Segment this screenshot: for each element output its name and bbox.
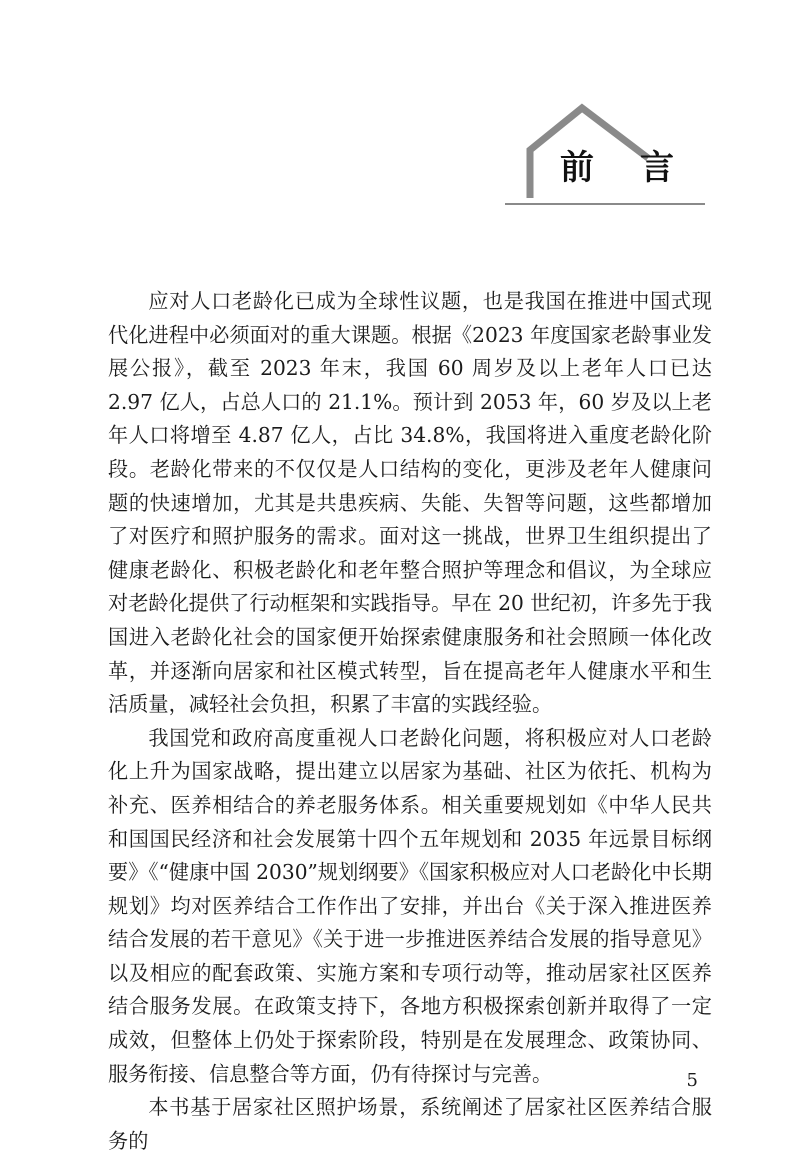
page-number: 5 xyxy=(686,1070,698,1091)
preface-body xyxy=(108,285,712,1158)
page-title: 前言 xyxy=(560,148,720,188)
paragraph: 我国党和政府高度重视人口老龄化问题，将积极应对人口老龄化上升为国家战略，提出建立以居家为基础、社区为依托、机构为补充、医养相结合的养老服务体系。相关重要规划如《中华人民共和国国民经济和社会发展第十四个五年规划和 2035 年远景目标纲要》《“健康中国 2030”规划纲要》《国家积极应对人口老龄化中长期规划》均对医养结合工作作出了安排，并出台《关于深入推进医养结合发展的若干意见》《关于进一步推进医养结合发展的指导意见》以及相应的配套政策、实施方案和专项行动等，推动居家社区医养结合服务发展。在政策支持下，各地方积极探索创新并取得了一定成效，但整体上仍处于探索阶段，特别是在发展理念、政策协同、服务衔接、信息整合等方面，仍有待探讨与完善。 xyxy=(108,725,712,1086)
paragraph: 应对人口老龄化已成为全球性议题，也是我国在推进中国式现代化进程中必须面对的重大课题。根据《2023 年度国家老龄事业发展公报》，截至 2023 年末，我国 60 周岁及以上老年人口已达 2.97 亿人，占总人口的 21.1%。预计到 2053 年，60 岁及以上老年人口将增至 4.87 亿人，占比 34.8%，我国将进入重度老龄化阶段。老龄化带来的不仅仅是人口结构的变化，更涉及老年人健康问题的快速增加，尤其是共患疾病、失能、失智等问题，这些都增加了对医疗和照护服务的需求。面对这一挑战，世界卫生组织提出了健康老龄化、积极老龄化和老年整合照护等理念和倡议，为全球应对老龄化提供了行动框架和实践指导。早在 20 世纪初，许多先于我国进入老龄化社会的国家便开始探索健康服务和社会照顾一体化改革，并逐渐向居家和社区模式转型，旨在提高老年人健康水平和生活质量，减轻社会负担，积累了丰富的实践经验。 xyxy=(108,289,712,717)
paragraph: 本书基于居家社区照护场景，系统阐述了居家社区医养结合服务的 xyxy=(108,1095,712,1153)
